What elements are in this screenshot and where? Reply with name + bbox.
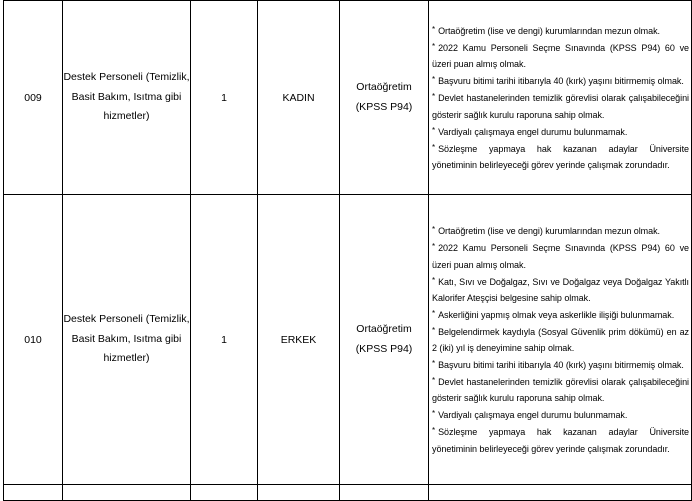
requirement-text: Devlet hastanelerinden temizlik görevlisi olarak çalışabileceğini gösterir sağlık kurulu raporuna sahip olmak. [432,377,689,404]
position-title-text: Destek Personeli (Temizlik, Basit Bakım, Isıtma gibi hizmetler) [63,313,190,365]
requirement-text: Askerliğini yapmış olmak veya askerlikle ilişiği bulunmamak. [438,309,675,320]
requirement-text: Devlet hastanelerinden temizlik görevlisi olarak çalışabileceğini gösterir sağlık kurulu raporuna sahip olmak. [432,93,689,120]
requirement-item [432,39,689,72]
requirement-item [432,89,689,122]
requirement-item [432,22,689,39]
position-code: 009 [4,1,63,195]
requirement-text: Başvuru bitimi tarihi itibarıyla 40 (kırk) yaşını bitirmemiş olmak. [438,76,684,87]
position-count: 1 [191,1,258,195]
position-count: 1 [191,195,258,485]
requirement-item [432,306,689,323]
bullet-star: * [432,142,436,152]
bullet-star: * [432,125,436,135]
requirement-item [432,323,689,356]
requirement-item [432,222,689,239]
bullet-star: * [432,25,436,35]
requirements-list [429,22,691,173]
requirement-item [432,423,689,456]
bullet-star: * [432,275,436,285]
empty-cell [429,485,692,501]
requirement-text: 2022 Kamu Personeli Seçme Sınavında (KPSS P94) 60 ve üzeri puan almış olmak. [432,43,689,70]
position-title [63,1,191,195]
requirement-item [432,140,689,173]
requirement-item [432,239,689,272]
table-row [4,195,692,485]
position-education-text: Ortaöğretim (KPSS P94) [355,323,413,355]
bullet-star: * [432,308,436,318]
position-education-text: Ortaöğretim (KPSS P94) [355,81,413,113]
requirement-item [432,373,689,406]
table-body [4,1,692,501]
bullet-star: * [432,42,436,52]
bullet-star: * [432,359,436,369]
table-row-partial [4,485,692,501]
empty-cell [191,485,258,501]
position-title [63,195,191,485]
empty-cell [63,485,191,501]
requirement-item [432,123,689,140]
requirement-item [432,356,689,373]
empty-cell [340,485,429,501]
bullet-star: * [432,75,436,85]
requirement-item [432,72,689,89]
requirement-text: Sözleşme yapmaya hak kazanan adaylar Üniversite yönetiminin belirleyeceği görev yerinde çalışmak zorundadır. [432,143,689,170]
requirement-text: Ortaöğretim (lise ve dengi) kurumlarından mezun olmak. [438,226,660,237]
requirement-text: Katı, Sıvı ve Doğalgaz, Sıvı ve Doğalgaz veya Doğalgaz Yakıtlı Kalorifer Ateşçisi belgesine sahip olmak. [432,276,689,303]
empty-cell [258,485,340,501]
requirement-text: Vardiyalı çalışmaya engel durumu bulunmamak. [438,410,628,421]
requirements-list [429,222,691,456]
bullet-star: * [432,92,436,102]
position-education [340,1,429,195]
bullet-star: * [432,225,436,235]
empty-cell [4,485,63,501]
requirement-text: Ortaöğretim (lise ve dengi) kurumlarından mezun olmak. [438,26,660,37]
table-row [4,1,692,195]
position-gender: KADIN [258,1,340,195]
bullet-star: * [432,409,436,419]
requirement-text: 2022 Kamu Personeli Seçme Sınavında (KPSS P94) 60 ve üzeri puan almış olmak. [432,243,689,270]
requirements-cell [429,195,692,485]
position-title-text: Destek Personeli (Temizlik, Basit Bakım, Isıtma gibi hizmetler) [63,71,190,123]
position-education [340,195,429,485]
position-code: 010 [4,195,63,485]
position-gender: ERKEK [258,195,340,485]
bullet-star: * [432,242,436,252]
personnel-table [3,0,692,501]
bullet-star: * [432,376,436,386]
requirement-text: Sözleşme yapmaya hak kazanan adaylar Üniversite yönetiminin belirleyeceği görev yerinde çalışmak zorundadır. [432,427,689,454]
requirement-item [432,273,689,306]
bullet-star: * [432,426,436,436]
requirement-item [432,406,689,423]
requirement-text: Vardiyalı çalışmaya engel durumu bulunmamak. [438,126,628,137]
bullet-star: * [432,325,436,335]
requirement-text: Belgelendirmek kaydıyla (Sosyal Güvenlik prim dökümü) en az 2 (iki) yıl iş deneyimine sahip olmak. [432,326,689,353]
requirement-text: Başvuru bitimi tarihi itibarıyla 40 (kırk) yaşını bitirmemiş olmak. [438,360,684,371]
requirements-cell [429,1,692,195]
